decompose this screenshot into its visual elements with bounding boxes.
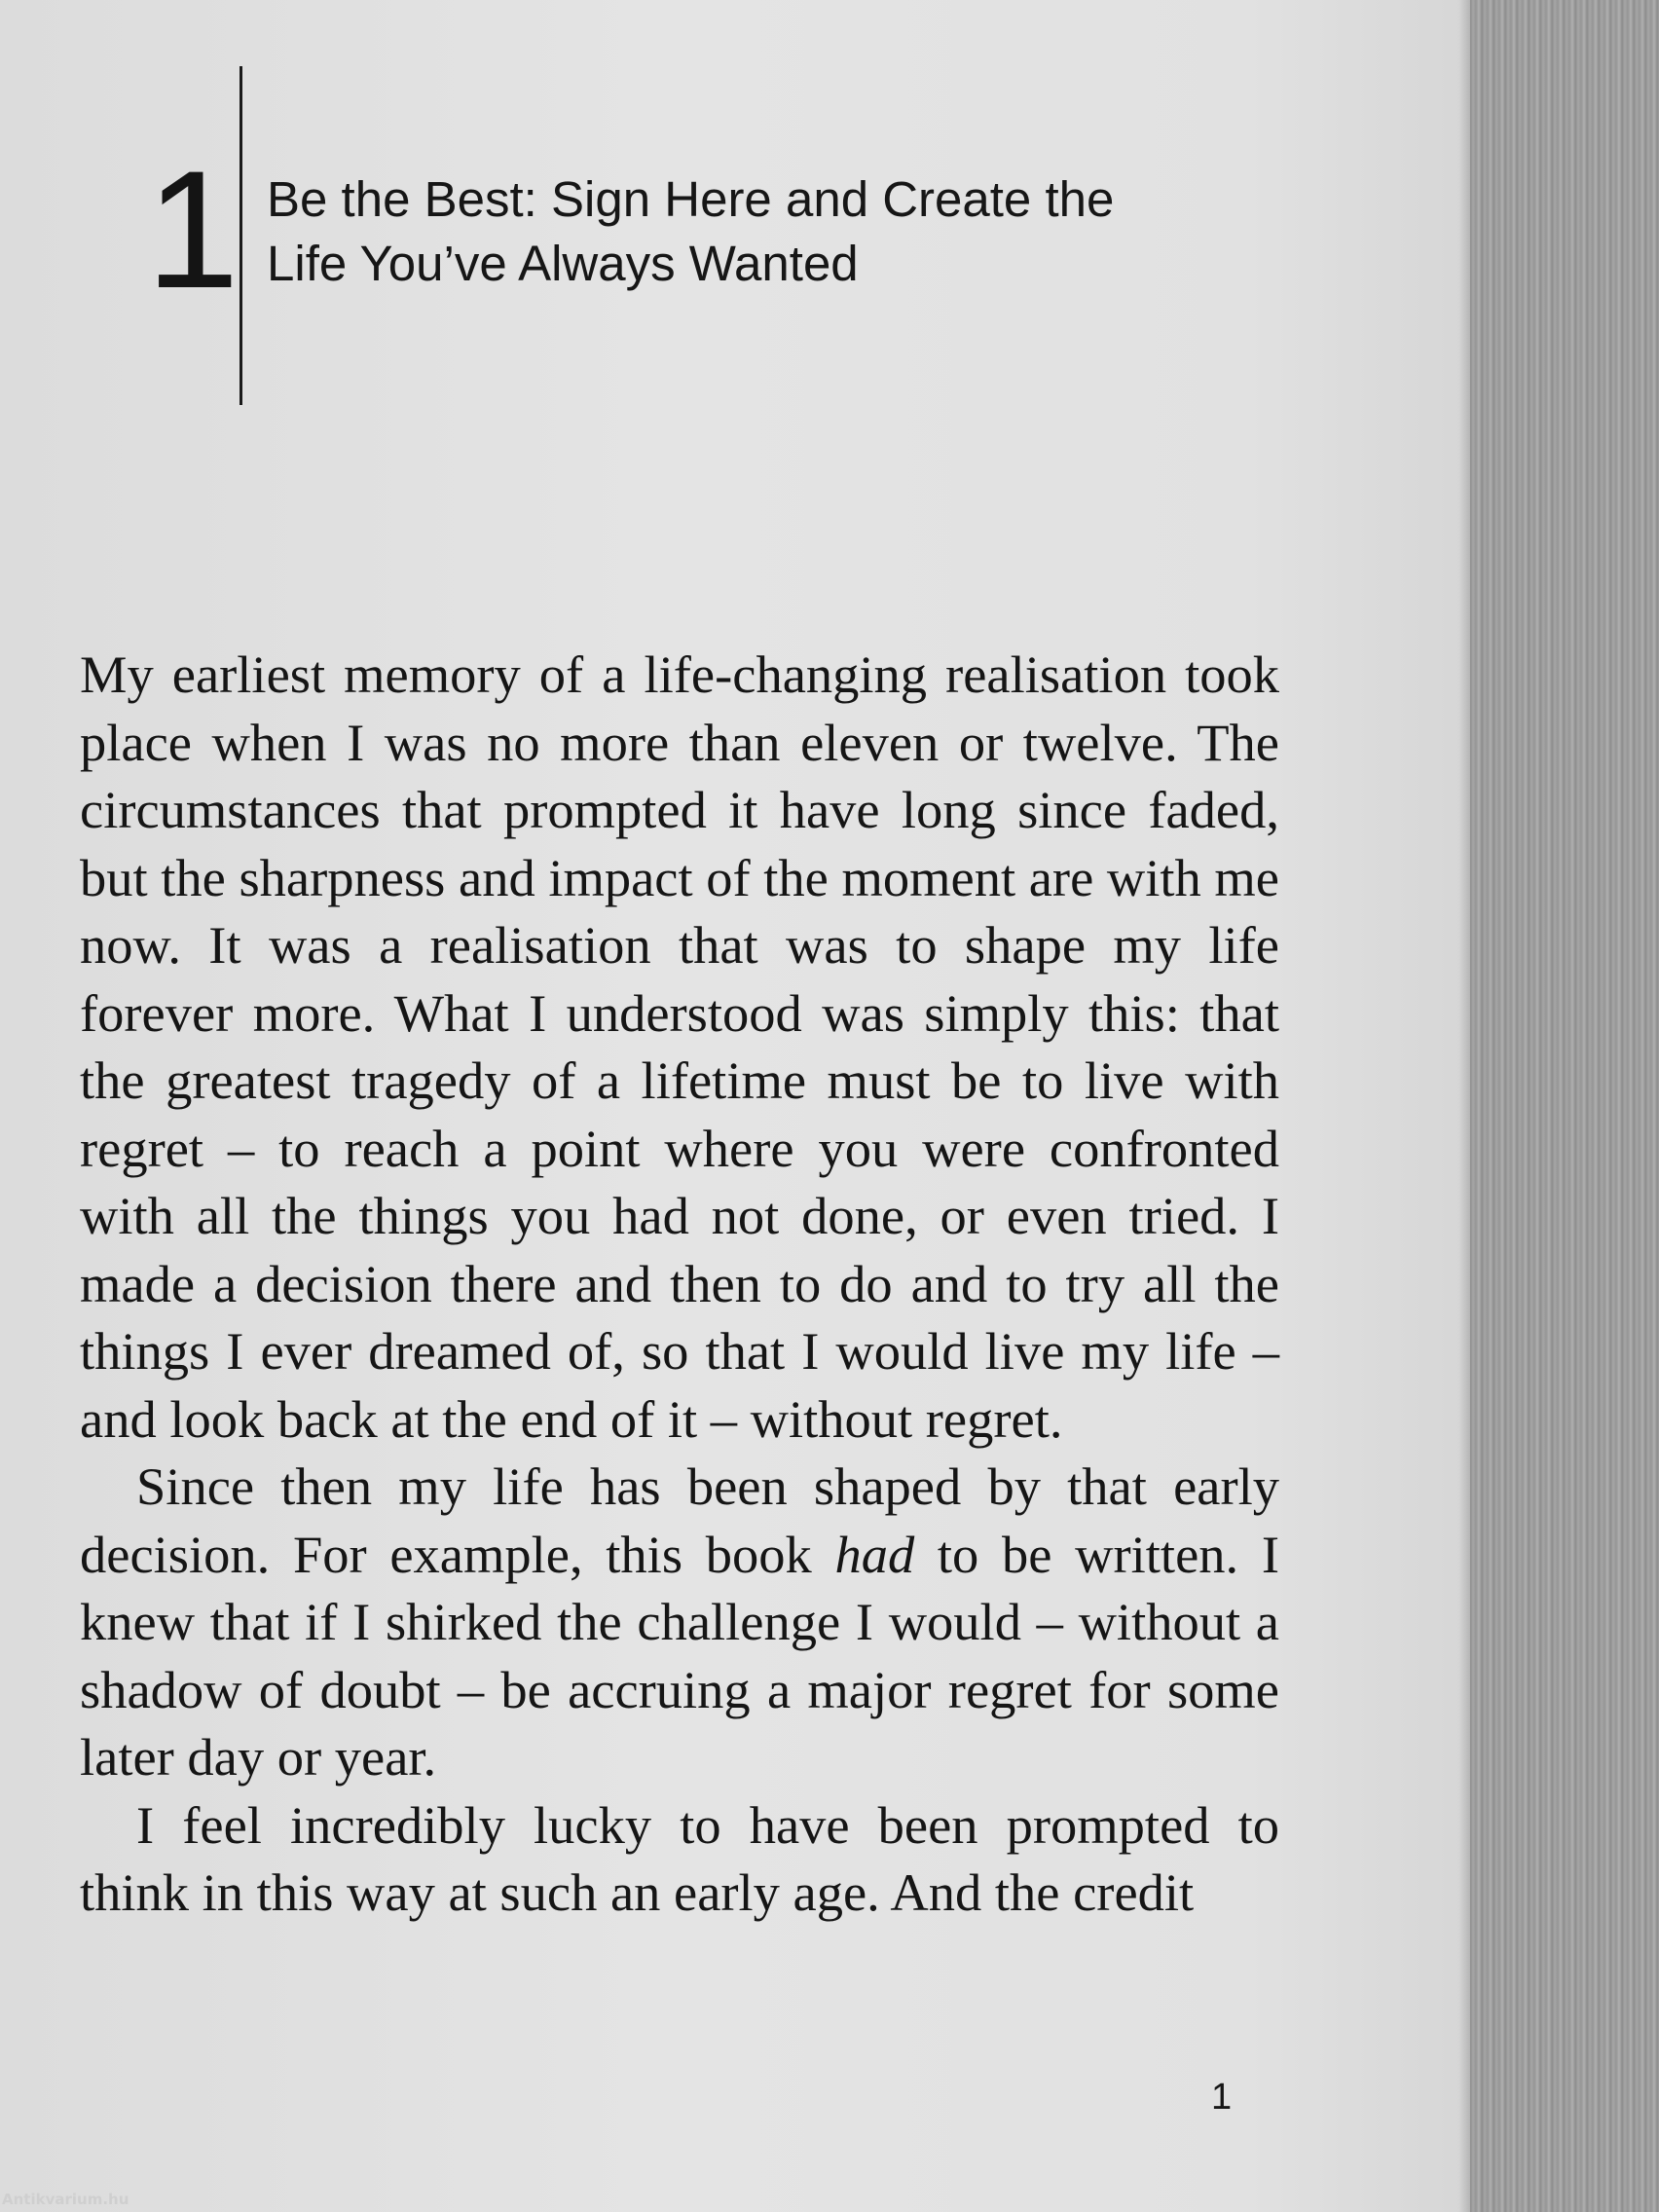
emphasis-word: had [834,1524,915,1584]
book-page-edges [1470,0,1659,2212]
page-number: 1 [1211,2077,1233,2118]
paragraph-2-start: Since then my life has been shaped by that early decision. For example, this book [80,1456,1279,1584]
body-text [80,641,1279,1927]
chapter-title-line-2: Life You’ve Always Wanted [267,236,859,291]
chapter-title-line-1: Be the Best: Sign Here and Create the [267,171,1115,227]
chapter-number: 1 [146,136,240,323]
chapter-title [267,167,1279,296]
chapter-divider-rule [240,66,242,405]
paragraph-1: My earliest memory of a life-changing realisation took place when I was no more than eleven or twelve. The circumstances that prompted it have long since faded, but the sharpness and impact of the moment are with me now. It was a realisation that was to shape my life forever more. What I understood was simply this: that the greatest tragedy of a lifetime must be to live with regret – to reach a point where you were confronted with all the things you had not done, or even tried. I made a decision there and then to do and to try all the things I ever dreamed of, so that I would live my life – and look back at the end of it – without regret. [80,645,1279,1449]
page-edge-shadow [1458,0,1470,2212]
watermark: Antikvarium.hu [2,2191,129,2208]
paragraph-2-end: to be written. I knew that if I shirked the challenge I would – without a shadow of doubt – be accruing a major regret for some later day or year. [80,1524,1279,1787]
paragraph-2 [80,1453,1279,1791]
paragraph-3: I feel incredibly lucky to have been prompted to think in this way at such an early age. And the credit [80,1794,1279,1922]
